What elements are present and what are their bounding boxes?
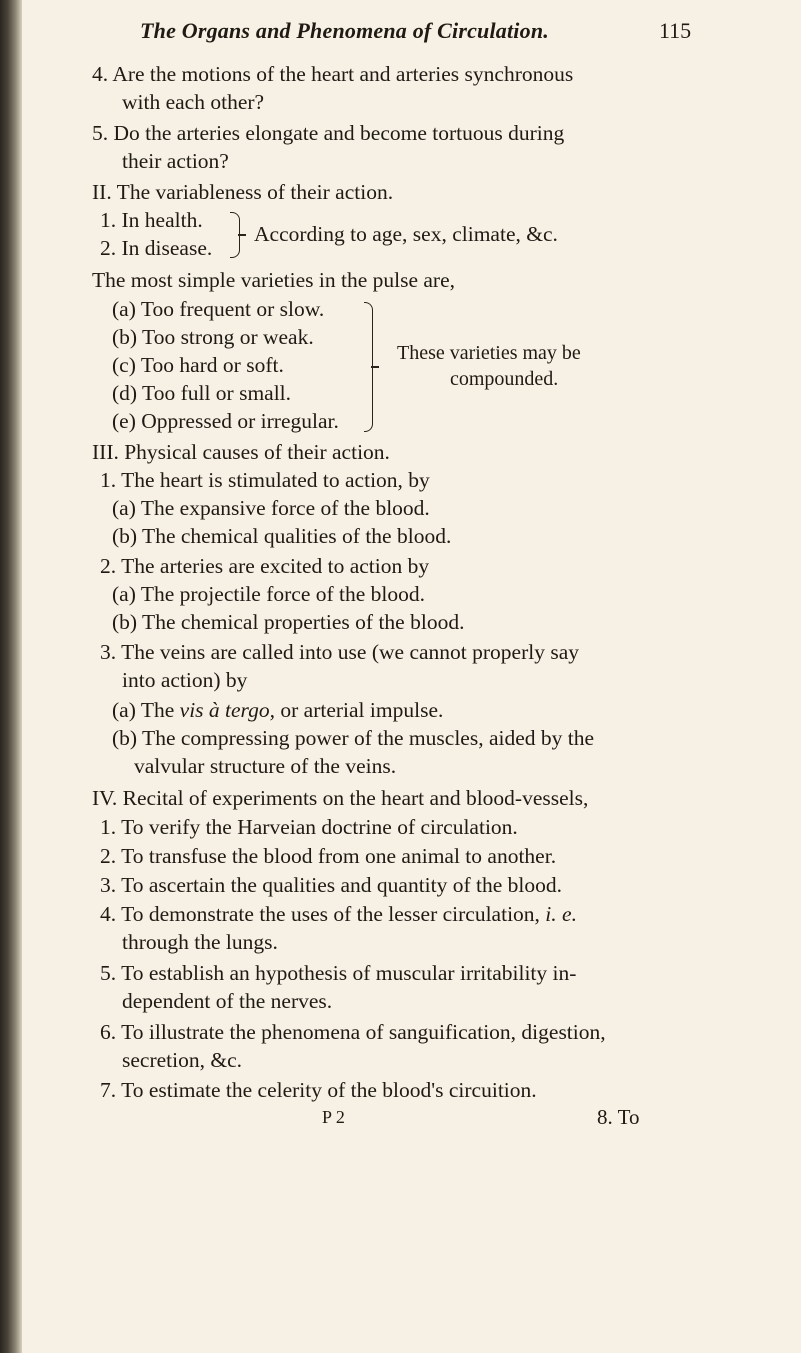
page-number: 115 <box>659 18 692 43</box>
experiment-4 <box>100 900 577 928</box>
question-5-cont: their action? <box>122 149 229 173</box>
item-in-health: 1. In health. <box>100 208 203 232</box>
item-veins-b: (b) The compressing power of the muscles, aided by the <box>112 726 595 750</box>
experiment-2: 2. To transfuse the blood from one animal to another. <box>100 844 557 868</box>
variety-c: (c) Too hard or soft. <box>112 353 284 377</box>
item-heart: 1. The heart is stimulated to action, by <box>100 468 430 492</box>
experiment-4-start: 4. To demonstrate the uses of the lesser circulation, <box>100 902 546 926</box>
experiment-1: 1. To verify the Harveian doctrine of circulation. <box>100 815 518 839</box>
catchword: 8. To <box>597 1105 640 1129</box>
experiment-4-cont: through the lungs. <box>122 930 278 954</box>
section-iii-heading: III. Physical causes of their action. <box>92 440 390 464</box>
question-4: 4. Are the motions of the heart and arteries synchronous <box>92 62 574 86</box>
experiment-4-ie: i. e. <box>545 902 577 926</box>
item-veins-a-latin: vis à tergo, <box>179 698 275 722</box>
experiment-3: 3. To ascertain the qualities and quantity of the blood. <box>100 873 563 897</box>
brace-varieties-tip <box>371 366 379 368</box>
section-iv-heading: IV. Recital of experiments on the heart and blood-vessels, <box>92 786 589 810</box>
varieties-note: These varieties may be <box>397 342 581 364</box>
item-arteries-b: (b) The chemical properties of the blood. <box>112 610 465 634</box>
item-heart-b: (b) The chemical qualities of the blood. <box>112 524 452 548</box>
question-4-cont: with each other? <box>122 90 265 114</box>
item-heart-a: (a) The expansive force of the blood. <box>112 496 430 520</box>
item-veins-a-end: or arterial impulse. <box>275 698 444 722</box>
item-veins-cont: into action) by <box>122 668 248 692</box>
item-arteries-a: (a) The projectile force of the blood. <box>112 582 426 606</box>
variety-e: (e) Oppressed or irregular. <box>112 409 339 433</box>
item-in-disease: 2. In disease. <box>100 236 213 260</box>
varieties-note-cont: compounded. <box>450 368 559 390</box>
item-arteries: 2. The arteries are excited to action by <box>100 554 430 578</box>
health-disease-note: According to age, sex, climate, &c. <box>254 222 558 246</box>
experiment-7: 7. To estimate the celerity of the blood's circuition. <box>100 1078 537 1102</box>
experiment-6: 6. To illustrate the phenomena of sanguification, digestion, <box>100 1020 606 1044</box>
variety-d: (d) Too full or small. <box>112 381 292 405</box>
experiment-6-cont: secretion, &c. <box>122 1048 242 1072</box>
running-header: The Organs and Phenomena of Circulation. <box>140 18 549 43</box>
item-veins-a <box>112 696 443 724</box>
signature-mark: P 2 <box>322 1107 345 1127</box>
pulse-varieties-intro: The most simple varieties in the pulse are, <box>92 268 456 292</box>
section-ii-heading: II. The variableness of their action. <box>92 180 394 204</box>
experiment-5-cont: dependent of the nerves. <box>122 989 333 1013</box>
variety-b: (b) Too strong or weak. <box>112 325 314 349</box>
brace-health-disease-tip <box>238 234 246 236</box>
item-veins-b-cont: valvular structure of the veins. <box>134 754 397 778</box>
variety-a: (a) Too frequent or slow. <box>112 297 325 321</box>
item-veins-a-start: (a) The <box>112 698 180 722</box>
item-veins: 3. The veins are called into use (we cannot properly say <box>100 640 580 664</box>
book-spine <box>0 0 22 1353</box>
book-page <box>22 0 801 1353</box>
question-5: 5. Do the arteries elongate and become tortuous during <box>92 121 565 145</box>
experiment-5: 5. To establish an hypothesis of muscular irritability in- <box>100 961 577 985</box>
